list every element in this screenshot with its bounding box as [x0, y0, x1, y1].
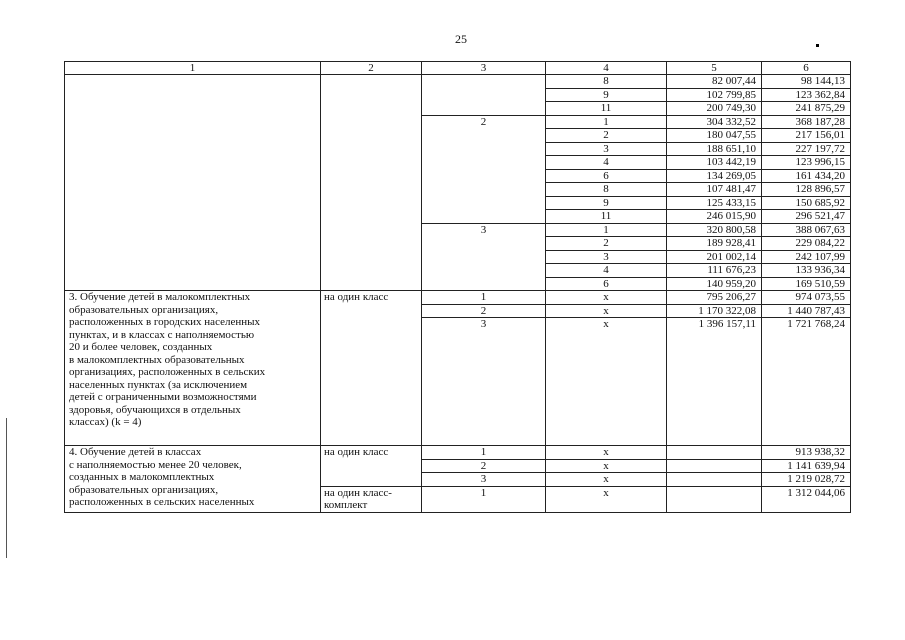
value-cell: 140 959,20 [667, 277, 762, 291]
value-cell: 1 219 028,72 [762, 473, 851, 487]
grade-cell: 8 [546, 183, 667, 197]
grade-cell: 9 [546, 88, 667, 102]
value-cell: 388 067,63 [762, 223, 851, 237]
grade-cell: 11 [546, 102, 667, 116]
grade-cell: 2 [546, 237, 667, 251]
value-cell: 1 396 157,11 [667, 318, 762, 446]
value-cell: 123 996,15 [762, 156, 851, 170]
value-cell: 1 141 639,94 [762, 459, 851, 473]
value-cell: 123 362,84 [762, 88, 851, 102]
grade-cell: х [546, 318, 667, 446]
value-cell: 98 144,13 [762, 75, 851, 89]
grade-cell: 1 [546, 223, 667, 237]
group-cell: 2 [422, 115, 546, 223]
section-4-description: 4. Обучение детей в классах с наполняемостью менее 20 человек, созданных в малокомплектных образовательных организациях, расположенных в сельских населенных [65, 446, 321, 513]
header-row [65, 62, 851, 75]
grade-cell: х [546, 473, 667, 487]
value-cell: 1 440 787,43 [762, 304, 851, 318]
value-cell: 368 187,28 [762, 115, 851, 129]
group-cell: 3 [422, 473, 546, 487]
grade-cell: 6 [546, 169, 667, 183]
grade-cell: 2 [546, 129, 667, 143]
table-row [65, 291, 851, 305]
value-cell: 189 928,41 [667, 237, 762, 251]
header-cell: 2 [321, 62, 422, 75]
header-cell: 3 [422, 62, 546, 75]
margin-line [6, 418, 7, 558]
value-cell: 1 170 322,08 [667, 304, 762, 318]
value-cell [667, 473, 762, 487]
value-cell: 180 047,55 [667, 129, 762, 143]
value-cell: 111 676,23 [667, 264, 762, 278]
grade-cell: 3 [546, 250, 667, 264]
section-4-unit-complex: на один класс- комплект [321, 486, 422, 512]
group-cell: 2 [422, 304, 546, 318]
value-cell: 103 442,19 [667, 156, 762, 170]
empty-unit-cell [321, 75, 422, 291]
value-cell: 974 073,55 [762, 291, 851, 305]
value-cell: 161 434,20 [762, 169, 851, 183]
grade-cell: х [546, 459, 667, 473]
dot-mark [816, 44, 819, 47]
grade-cell: х [546, 486, 667, 512]
value-cell: 107 481,47 [667, 183, 762, 197]
grade-cell: 3 [546, 142, 667, 156]
group-cell: 1 [422, 486, 546, 512]
group-cell [422, 75, 546, 116]
group-cell: 1 [422, 446, 546, 460]
header-cell: 6 [762, 62, 851, 75]
value-cell: 246 015,90 [667, 210, 762, 224]
grade-cell: 1 [546, 115, 667, 129]
grade-cell: 8 [546, 75, 667, 89]
grade-cell: 9 [546, 196, 667, 210]
value-cell [667, 486, 762, 512]
value-cell: 82 007,44 [667, 75, 762, 89]
value-cell: 150 685,92 [762, 196, 851, 210]
value-cell: 1 721 768,24 [762, 318, 851, 446]
value-cell: 296 521,47 [762, 210, 851, 224]
value-cell: 241 875,29 [762, 102, 851, 116]
table-row [65, 446, 851, 460]
value-cell: 1 312 044,06 [762, 486, 851, 512]
value-cell: 201 002,14 [667, 250, 762, 264]
grade-cell: х [546, 304, 667, 318]
value-cell: 128 896,57 [762, 183, 851, 197]
grade-cell: 6 [546, 277, 667, 291]
value-cell: 102 799,85 [667, 88, 762, 102]
grade-cell: х [546, 291, 667, 305]
group-cell: 3 [422, 318, 546, 446]
value-cell: 200 749,30 [667, 102, 762, 116]
group-cell: 3 [422, 223, 546, 291]
value-cell: 913 938,32 [762, 446, 851, 460]
value-cell: 169 510,59 [762, 277, 851, 291]
empty-desc-cell [65, 75, 321, 291]
group-cell: 2 [422, 459, 546, 473]
value-cell: 188 651,10 [667, 142, 762, 156]
header-cell: 5 [667, 62, 762, 75]
data-table [64, 61, 851, 513]
value-cell: 125 433,15 [667, 196, 762, 210]
value-cell [667, 446, 762, 460]
value-cell: 242 107,99 [762, 250, 851, 264]
value-cell: 795 206,27 [667, 291, 762, 305]
value-cell: 227 197,72 [762, 142, 851, 156]
grade-cell: 11 [546, 210, 667, 224]
value-cell [667, 459, 762, 473]
value-cell: 133 936,34 [762, 264, 851, 278]
section-3-description: 3. Обучение детей в малокомплектных образовательных организациях, расположенных в городских населенных пунктах, и в классах с наполняемостью 20 и более человек, созданных в малокомплектных образовательных организациях, расположенных в сельских населенных пунктах (за исключением детей с ограниченными возможностями здоровья, обучающихся в отдельных классах) (k = 4) [65, 291, 321, 446]
grade-cell: х [546, 446, 667, 460]
value-cell: 320 800,58 [667, 223, 762, 237]
value-cell: 304 332,52 [667, 115, 762, 129]
page-number: 25 [455, 32, 467, 46]
section-4-unit: на один класс [321, 446, 422, 487]
table-row [65, 75, 851, 89]
header-cell: 4 [546, 62, 667, 75]
value-cell: 134 269,05 [667, 169, 762, 183]
value-cell: 229 084,22 [762, 237, 851, 251]
grade-cell: 4 [546, 264, 667, 278]
value-cell: 217 156,01 [762, 129, 851, 143]
section-3-unit: на один класс [321, 291, 422, 446]
grade-cell: 4 [546, 156, 667, 170]
header-cell: 1 [65, 62, 321, 75]
group-cell: 1 [422, 291, 546, 305]
